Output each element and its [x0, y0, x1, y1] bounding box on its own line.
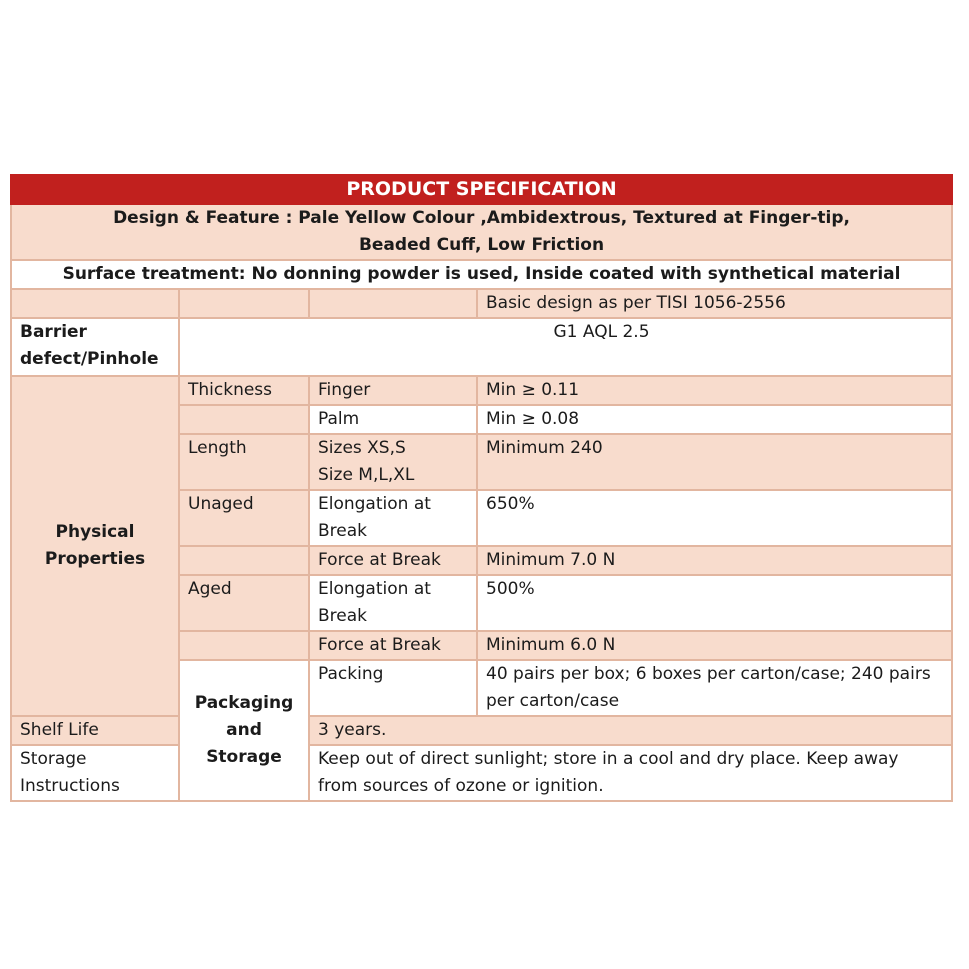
shelf-life-row	[11, 716, 952, 745]
aged-elongation-value: 500%	[477, 575, 952, 631]
length-label: Length	[179, 434, 309, 490]
aged-label: Aged	[179, 575, 309, 631]
packing-label: Packing	[309, 660, 477, 716]
basic-design-cell: Basic design as per TISI 1056-2556	[477, 289, 952, 318]
storage-value: Keep out of direct sunlight; store in a cool and dry place. Keep away from sources of ozone or ignition.	[309, 745, 952, 801]
surface-treatment-cell: Surface treatment: No donning powder is used, Inside coated with synthetical material	[11, 260, 952, 289]
length-sizes-small: Sizes XS,S	[318, 438, 406, 458]
length-value: Minimum 240	[477, 434, 952, 490]
finger-value: Min ≥ 0.11	[477, 376, 952, 405]
empty-cell	[179, 631, 309, 660]
design-feature-row	[11, 204, 952, 260]
table-title: PRODUCT SPECIFICATION	[11, 175, 952, 204]
packaging-storage-label: Packaging and Storage	[179, 660, 309, 801]
aged-elongation-label: Elongation at Break	[309, 575, 477, 631]
design-feature-cell	[11, 204, 952, 260]
palm-value: Min ≥ 0.08	[477, 405, 952, 434]
unaged-force-value: Minimum 7.0 N	[477, 546, 952, 575]
storage-row	[11, 745, 952, 801]
thickness-finger-row	[11, 376, 952, 405]
design-feature-line1: Design & Feature : Pale Yellow Colour ,Ambidextrous, Textured at Finger-tip,	[113, 208, 850, 228]
finger-label: Finger	[309, 376, 477, 405]
empty-cell	[11, 289, 179, 318]
unaged-label: Unaged	[179, 490, 309, 546]
basic-design-row	[11, 289, 952, 318]
barrier-value: G1 AQL 2.5	[179, 318, 952, 376]
shelf-life-value: 3 years.	[309, 716, 952, 745]
unaged-force-label: Force at Break	[309, 546, 477, 575]
length-sizes-large: Size M,L,XL	[318, 465, 415, 485]
palm-label: Palm	[309, 405, 477, 434]
surface-treatment-row	[11, 260, 952, 289]
design-feature-line2: Beaded Cuff, Low Friction	[358, 235, 605, 255]
aged-force-label: Force at Break	[309, 631, 477, 660]
thickness-label: Thickness	[179, 376, 309, 405]
title-row	[11, 175, 952, 204]
empty-cell	[179, 289, 309, 318]
unaged-elongation-label: Elongation at Break	[309, 490, 477, 546]
packing-value: 40 pairs per box; 6 boxes per carton/case; 240 pairs per carton/case	[477, 660, 952, 716]
product-specification-table	[10, 174, 953, 802]
empty-cell	[179, 546, 309, 575]
storage-label: Storage Instructions	[11, 745, 179, 801]
empty-cell	[309, 289, 477, 318]
physical-properties-label: Physical Properties	[11, 376, 179, 716]
empty-cell	[179, 405, 309, 434]
length-sizes	[309, 434, 477, 490]
barrier-label: Barrier defect/Pinhole	[11, 318, 179, 376]
unaged-elongation-value: 650%	[477, 490, 952, 546]
barrier-row	[11, 318, 952, 376]
aged-force-value: Minimum 6.0 N	[477, 631, 952, 660]
shelf-life-label: Shelf Life	[11, 716, 179, 745]
